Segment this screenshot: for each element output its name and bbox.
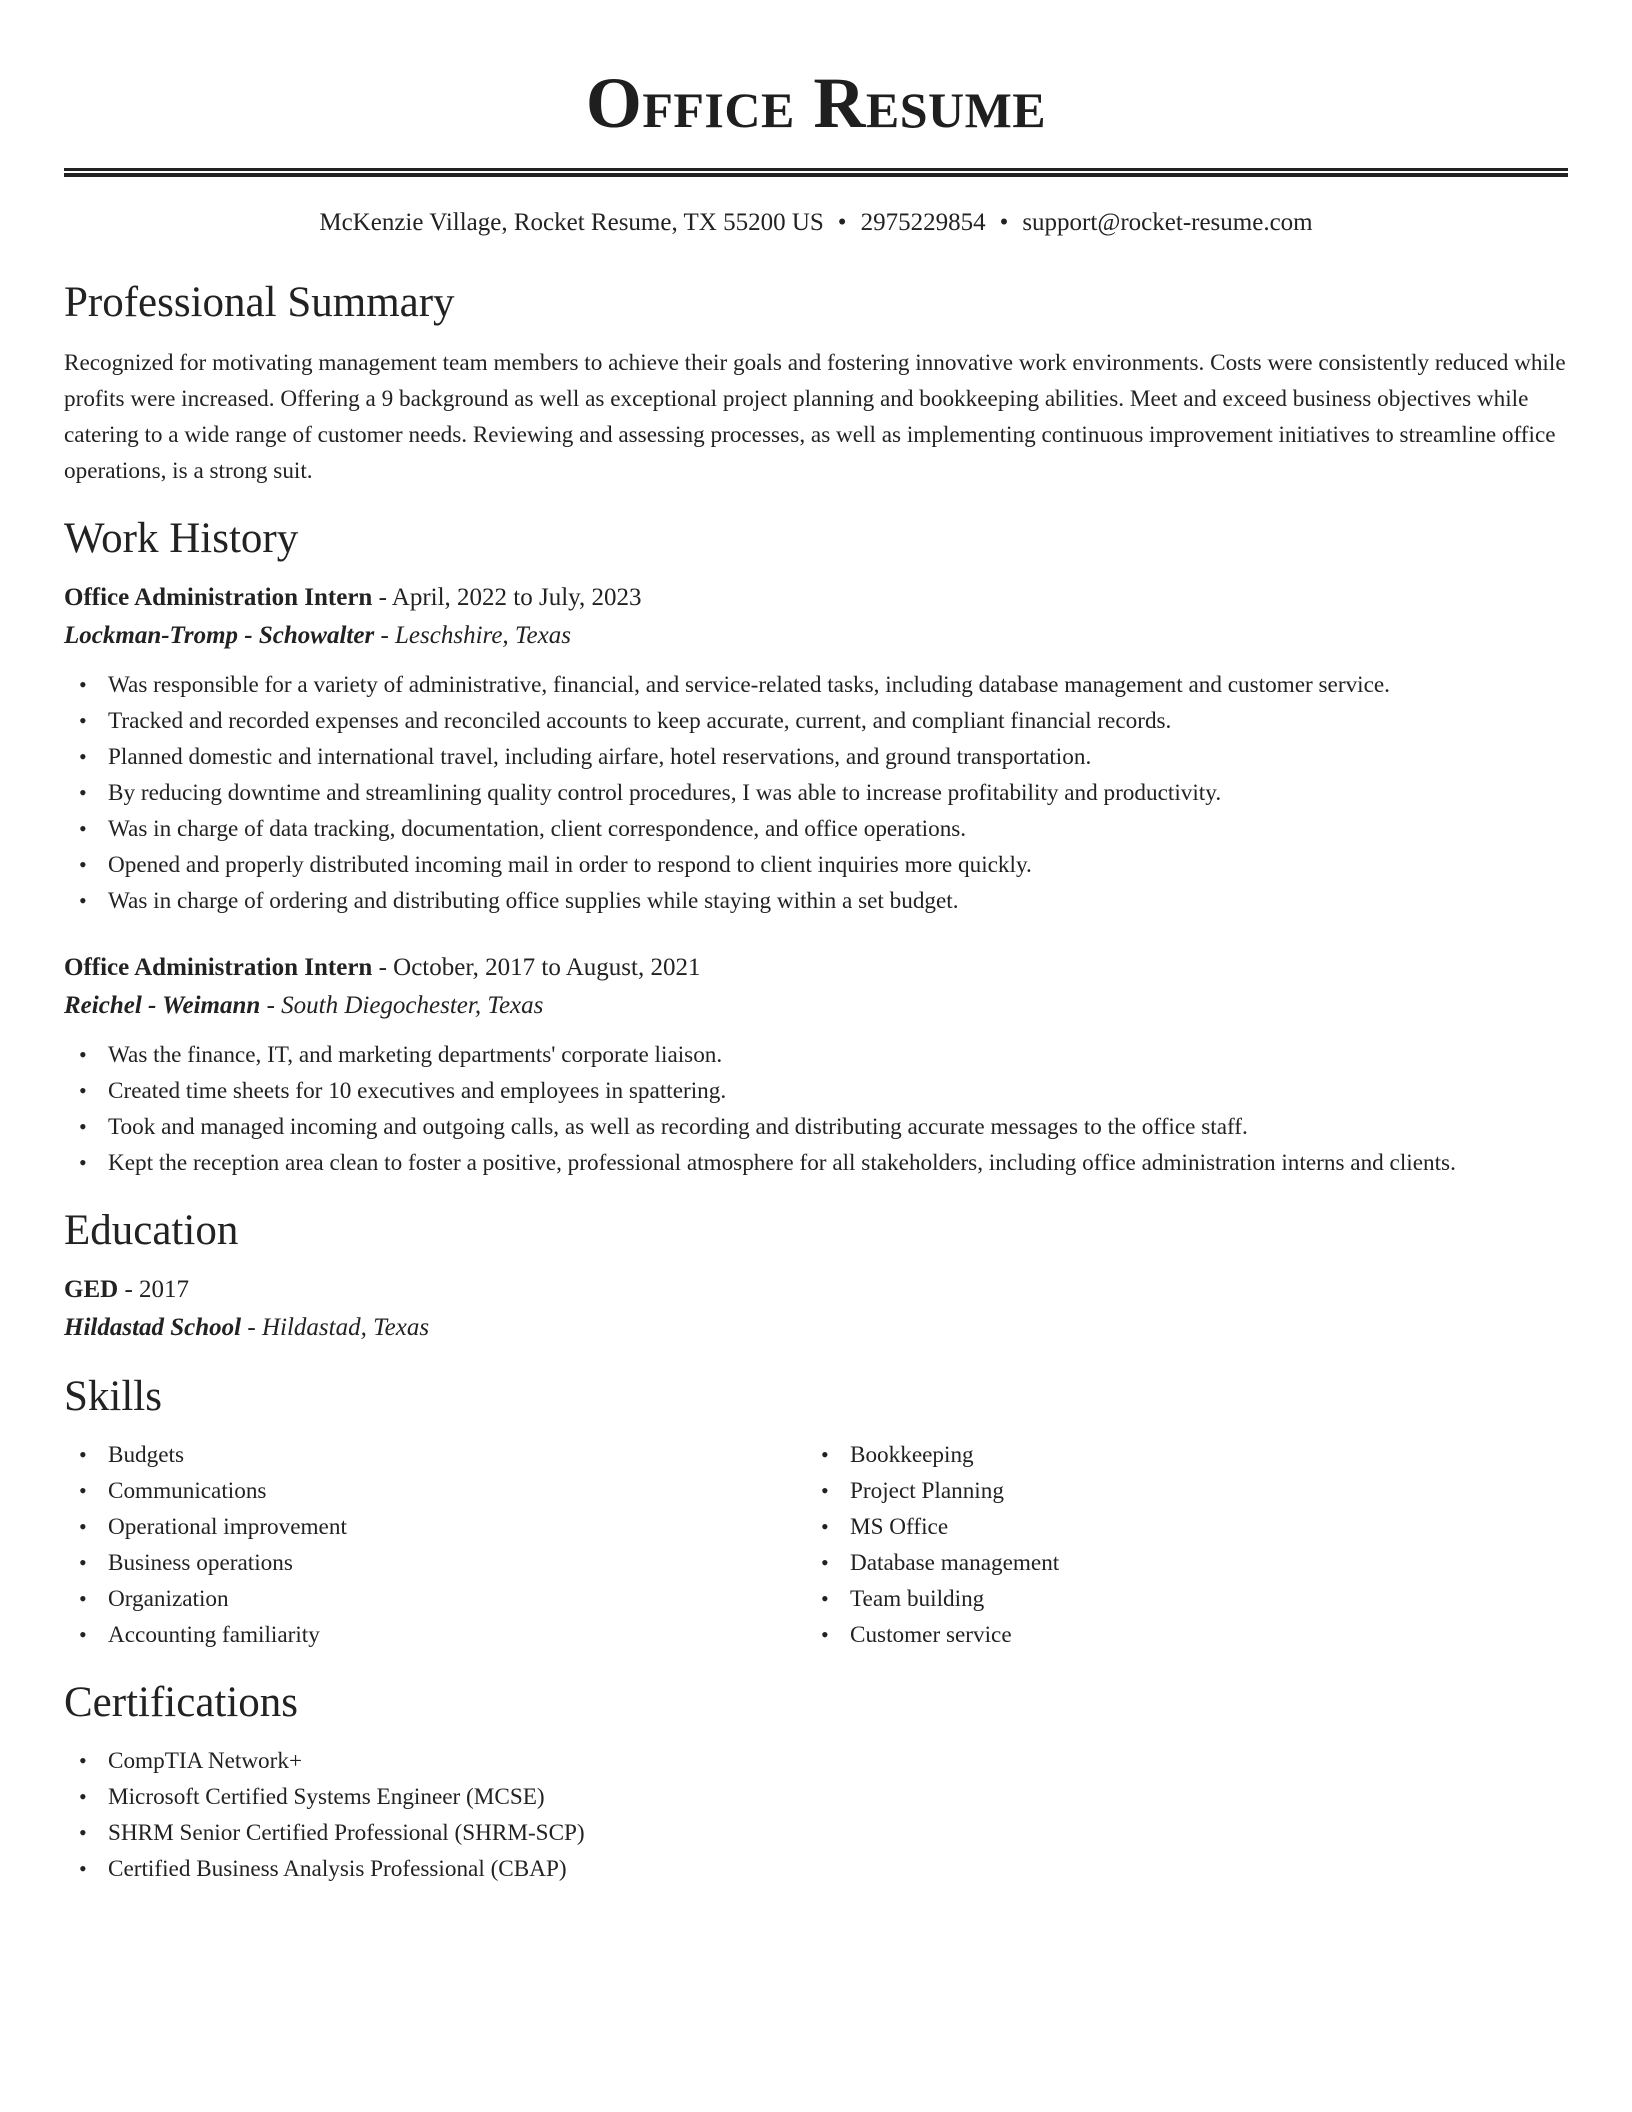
job-dates: October, 2017 to August, 2021 <box>393 954 701 981</box>
bullet-icon: • <box>79 744 87 769</box>
job-bullets <box>64 1037 1568 1181</box>
certification-item <box>64 1815 1568 1851</box>
dash: - <box>260 992 282 1019</box>
skill-item <box>806 1473 1548 1509</box>
job-company: Lockman-Tromp - Schowalter <box>64 622 375 649</box>
skill-text: Budgets <box>108 1442 185 1468</box>
skill-text: Organization <box>108 1586 229 1612</box>
certification-item <box>64 1779 1568 1815</box>
education-school: Hildastad School <box>64 1314 242 1341</box>
bullet-icon: • <box>821 1478 829 1503</box>
skill-item <box>64 1473 806 1509</box>
bullet-icon: • <box>79 1820 87 1845</box>
contact-separator: • <box>999 209 1009 236</box>
bullet-text: Was in charge of ordering and distributing office supplies while staying within a set budget. <box>108 888 959 914</box>
section-title-certifications: Certifications <box>64 1679 299 1726</box>
education-degree: GED <box>64 1276 119 1303</box>
job-title-line <box>64 949 1568 987</box>
bullet-icon: • <box>79 1550 87 1575</box>
bullet-text: Created time sheets for 10 executives and employees in spattering. <box>108 1078 727 1104</box>
education-entry <box>64 1271 1568 1347</box>
bullet-icon: • <box>79 1478 87 1503</box>
bullet-icon: • <box>79 1748 87 1773</box>
dash: - <box>241 1314 262 1341</box>
job-bullets <box>64 667 1568 919</box>
contact-email: support@rocket-resume.com <box>1022 209 1313 236</box>
skill-text: Operational improvement <box>108 1514 347 1540</box>
education-location: Hildastad, Texas <box>261 1314 430 1341</box>
bullet-icon: • <box>79 1042 87 1067</box>
list-item <box>64 1037 1568 1073</box>
list-item <box>64 1109 1568 1145</box>
list-item <box>64 811 1568 847</box>
bullet-text: Was responsible for a variety of administrative, financial, and service-related tasks, including database management and customer service. <box>108 672 1390 698</box>
skill-item <box>806 1509 1548 1545</box>
bullet-icon: • <box>79 780 87 805</box>
skill-text: Customer service <box>850 1622 1012 1648</box>
bullet-icon: • <box>79 1114 87 1139</box>
job-entry <box>64 949 1568 1181</box>
skill-item <box>64 1437 806 1473</box>
list-item <box>64 667 1568 703</box>
bullet-icon: • <box>79 1078 87 1103</box>
list-item <box>64 883 1568 919</box>
certification-item <box>64 1743 1568 1779</box>
job-company-line <box>64 617 1568 655</box>
list-item <box>64 775 1568 811</box>
dash: - <box>372 954 394 981</box>
skill-item <box>806 1437 1548 1473</box>
bullet-icon: • <box>821 1514 829 1539</box>
job-role: Office Administration Intern <box>64 584 373 611</box>
education-school-line <box>64 1309 1568 1347</box>
skill-text: Bookkeeping <box>850 1442 974 1468</box>
bullet-icon: • <box>79 1856 87 1881</box>
bullet-text: Was in charge of data tracking, documentation, client correspondence, and office operations. <box>108 816 967 842</box>
contact-phone: 2975229854 <box>860 209 986 236</box>
bullet-icon: • <box>79 1784 87 1809</box>
skills-column-left <box>64 1437 806 1653</box>
job-company: Reichel - Weimann <box>64 992 261 1019</box>
bullet-text: Kept the reception area clean to foster a positive, professional atmosphere for all stakeholders, including office administration interns and clients. <box>108 1150 1456 1176</box>
bullet-icon: • <box>79 852 87 877</box>
bullet-icon: • <box>821 1622 829 1647</box>
job-role: Office Administration Intern <box>64 954 373 981</box>
bullet-text: Planned domestic and international travel, including airfare, hotel reservations, and ground transportation. <box>108 744 1092 770</box>
section-title-skills: Skills <box>64 1373 162 1420</box>
job-location: South Diegochester, Texas <box>281 992 544 1019</box>
resume-page <box>64 0 1568 1887</box>
header-double-rule <box>64 168 1568 177</box>
summary-text: Recognized for motivating management team members to achieve their goals and fostering innovative work environments. Costs were consistently reduced while profits were increased. Offering a 9 background as well as exceptional project planning and bookkeeping abilities. Meet and exceed business objectives while catering to a wide range of customer needs. Reviewing and assessing processes, as well as implementing continuous improvement initiatives to streamline office operations, is a strong suit. <box>64 350 1566 484</box>
skill-item <box>806 1617 1548 1653</box>
certifications-list <box>64 1743 1568 1887</box>
bullet-text: Tracked and recorded expenses and reconciled accounts to keep accurate, current, and compliant financial records. <box>108 708 1172 734</box>
skill-item <box>64 1545 806 1581</box>
dash: - <box>374 622 396 649</box>
certification-text: CompTIA Network+ <box>108 1748 303 1774</box>
skill-text: Communications <box>108 1478 267 1504</box>
bullet-icon: • <box>79 1514 87 1539</box>
contact-line <box>64 205 1568 241</box>
certification-item <box>64 1851 1568 1887</box>
bullet-text: Was the finance, IT, and marketing departments' corporate liaison. <box>108 1042 723 1068</box>
skills-grid <box>64 1437 1568 1653</box>
resume-name: Office Resume <box>585 63 1047 143</box>
skill-text: Project Planning <box>850 1478 1004 1504</box>
certification-text: SHRM Senior Certified Professional (SHRM-SCP) <box>108 1820 585 1846</box>
bullet-icon: • <box>821 1442 829 1467</box>
bullet-icon: • <box>79 1442 87 1467</box>
bullet-icon: • <box>79 888 87 913</box>
certification-text: Microsoft Certified Systems Engineer (MCSE) <box>108 1784 545 1810</box>
skill-text: Accounting familiarity <box>108 1622 320 1648</box>
section-title-education: Education <box>64 1207 239 1254</box>
bullet-icon: • <box>79 816 87 841</box>
contact-address: McKenzie Village, Rocket Resume, TX 55200 US <box>319 209 824 236</box>
bullet-icon: • <box>821 1550 829 1575</box>
job-dates: April, 2022 to July, 2023 <box>391 584 642 611</box>
education-degree-line <box>64 1271 1568 1309</box>
contact-separator: • <box>837 209 847 236</box>
skill-text: Business operations <box>108 1550 293 1576</box>
skill-item <box>806 1545 1548 1581</box>
education-year: 2017 <box>139 1276 190 1303</box>
bullet-text: Took and managed incoming and outgoing calls, as well as recording and distributing accurate messages to the office staff. <box>108 1114 1248 1140</box>
skills-column-right <box>806 1437 1548 1653</box>
certification-text: Certified Business Analysis Professional (CBAP) <box>108 1856 567 1882</box>
bullet-text: Opened and properly distributed incoming mail in order to respond to client inquiries more quickly. <box>108 852 1032 878</box>
skill-item <box>806 1581 1548 1617</box>
job-entry <box>64 579 1568 919</box>
list-item <box>64 1073 1568 1109</box>
job-title-line <box>64 579 1568 617</box>
bullet-icon: • <box>79 1586 87 1611</box>
bullet-icon: • <box>79 1622 87 1647</box>
section-title-summary: Professional Summary <box>64 279 455 326</box>
list-item <box>64 1145 1568 1181</box>
skill-item <box>64 1617 806 1653</box>
bullet-icon: • <box>79 1150 87 1175</box>
bullet-icon: • <box>79 672 87 697</box>
skill-item <box>64 1581 806 1617</box>
skill-text: MS Office <box>850 1514 949 1540</box>
list-item <box>64 703 1568 739</box>
list-item <box>64 739 1568 775</box>
section-title-work-history: Work History <box>64 515 299 562</box>
list-item <box>64 847 1568 883</box>
dash: - <box>118 1276 140 1303</box>
dash: - <box>372 584 392 611</box>
skill-item <box>64 1509 806 1545</box>
skill-text: Team building <box>850 1586 985 1612</box>
skill-text: Database management <box>850 1550 1060 1576</box>
bullet-icon: • <box>821 1586 829 1611</box>
job-location: Leschshire, Texas <box>395 622 571 649</box>
bullet-icon: • <box>79 708 87 733</box>
bullet-text: By reducing downtime and streamlining quality control procedures, I was able to increase profitability and productivity. <box>108 780 1222 806</box>
job-company-line <box>64 987 1568 1025</box>
